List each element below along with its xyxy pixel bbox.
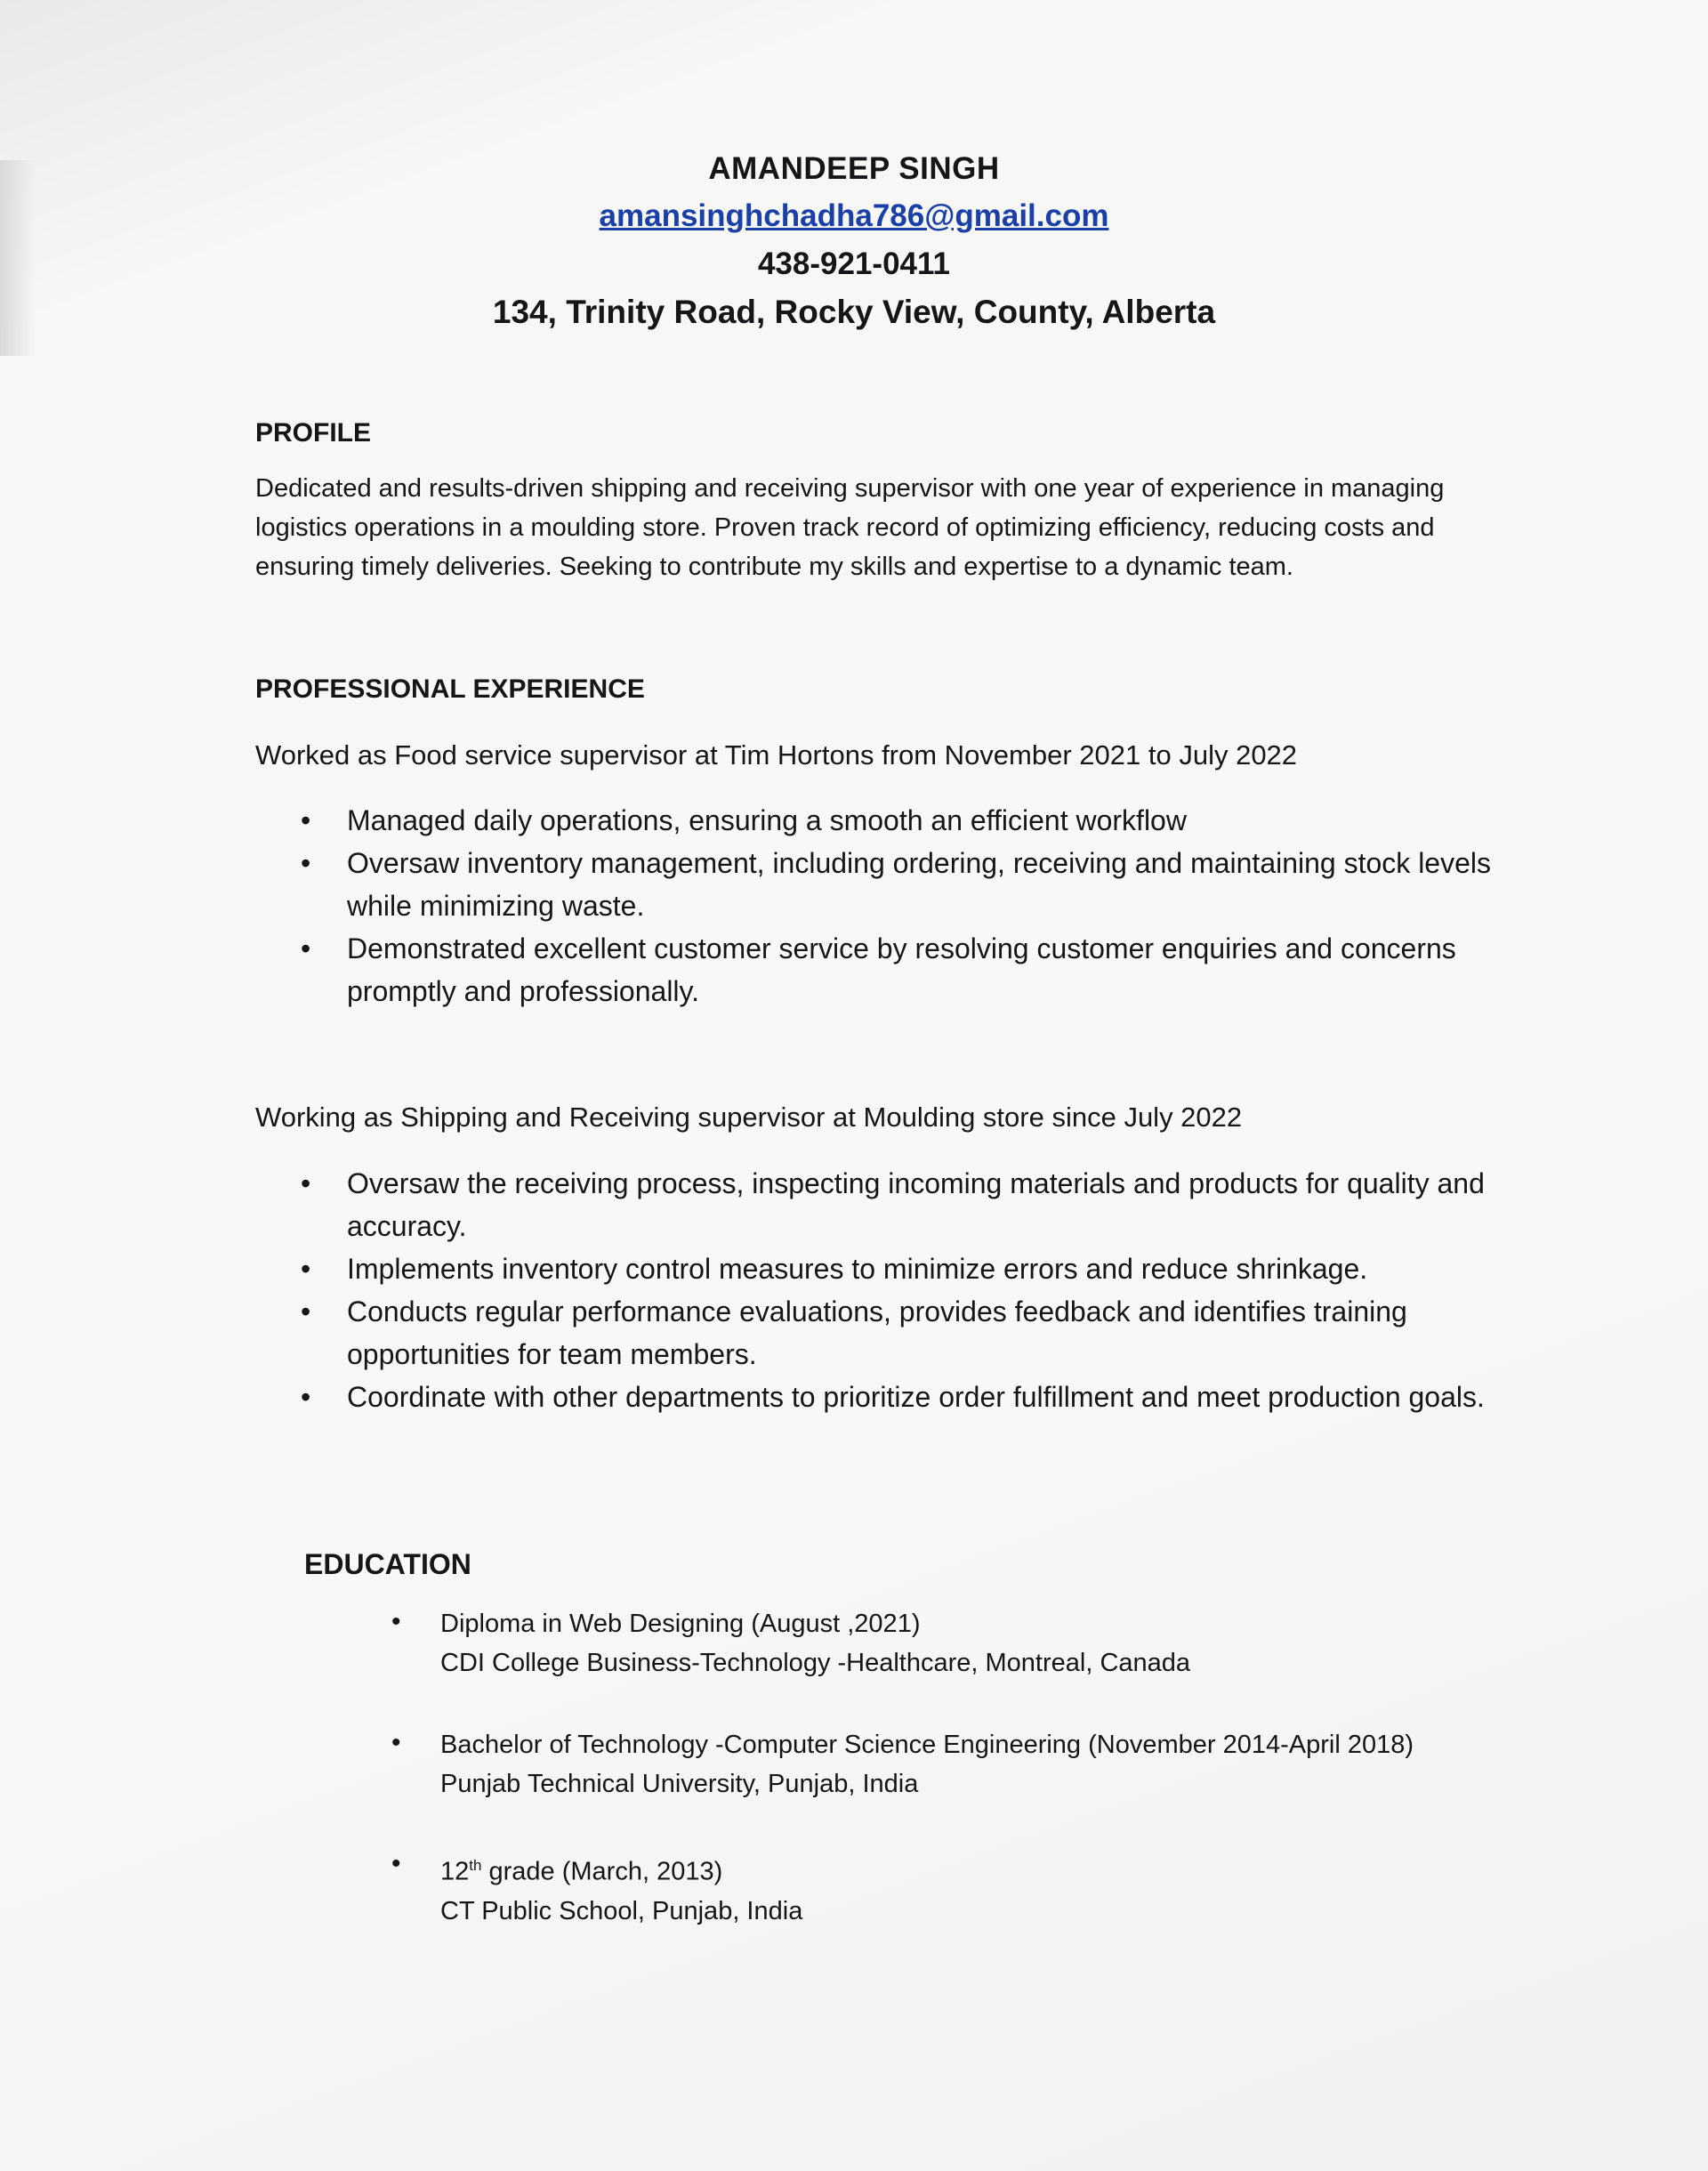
candidate-name: AMANDEEP SINGH	[708, 151, 1000, 186]
experience-heading: PROFESSIONAL EXPERIENCE	[255, 674, 645, 704]
education-school: CDI College Business-Technology -Healthcare, Montreal, Canada	[440, 1649, 1191, 1677]
education-degree: Diploma in Web Designing (August ,2021)	[440, 1610, 921, 1638]
bullet-icon: •	[391, 1607, 401, 1636]
profile-text: Dedicated and results-driven shipping and receiving supervisor with one year of experience in managing logistics operations in a moulding store. Proven track record of optimizing efficiency, reducing costs and ensuring timely deliveries. Seeking to contribute my skills and expertise to a dynamic team.	[255, 474, 1445, 581]
education-heading: EDUCATION	[304, 1548, 471, 1580]
list-item: • Conducts regular performance evaluations, provides feedback and identifies training opportunities for team members.	[347, 1290, 1503, 1376]
education-degree: 12th grade (March, 2013)	[440, 1857, 723, 1886]
education-degree: Bachelor of Technology -Computer Science Engineering (November 2014-April 2018)	[440, 1731, 1414, 1759]
bullet-icon: •	[391, 1728, 401, 1757]
education-item-2	[440, 1725, 1414, 1804]
email-link[interactable]: amansinghchadha786@gmail.com	[599, 198, 1109, 233]
address: 134, Trinity Road, Rocky View, County, Alberta	[492, 294, 1216, 330]
job-title-1: Worked as Food service supervisor at Tim Hortons from November 2021 to July 2022	[255, 739, 1298, 771]
bullet-icon: •	[391, 1849, 401, 1878]
education-school: CT Public School, Punjab, India	[440, 1896, 803, 1925]
list-item: • Implements inventory control measures to minimize errors and reduce shrinkage.	[347, 1247, 1503, 1290]
list-item: • Demonstrated excellent customer service by resolving customer enquiries and concerns promptly and professionally.	[347, 927, 1503, 1013]
job-2-bullets	[347, 1162, 1503, 1418]
list-item: • Managed daily operations, ensuring a smooth an efficient workflow	[347, 799, 1503, 842]
email-line	[0, 198, 1708, 234]
education-item-3	[440, 1846, 802, 1931]
education-school: Punjab Technical University, Punjab, India	[440, 1770, 919, 1798]
list-item: • Coordinate with other departments to prioritize order fulfillment and meet production goals.	[347, 1376, 1503, 1418]
list-item: • Oversaw inventory management, including ordering, receiving and maintaining stock levels while minimizing waste.	[347, 842, 1503, 927]
job-title-2: Working as Shipping and Receiving supervisor at Moulding store since July 2022	[255, 1102, 1243, 1133]
list-item: • Oversaw the receiving process, inspecting incoming materials and products for quality and accuracy.	[347, 1162, 1503, 1247]
phone-number: 438-921-0411	[757, 246, 951, 281]
profile-heading: PROFILE	[255, 418, 372, 448]
job-1-bullets	[347, 799, 1503, 1013]
education-item-1	[440, 1604, 1190, 1683]
